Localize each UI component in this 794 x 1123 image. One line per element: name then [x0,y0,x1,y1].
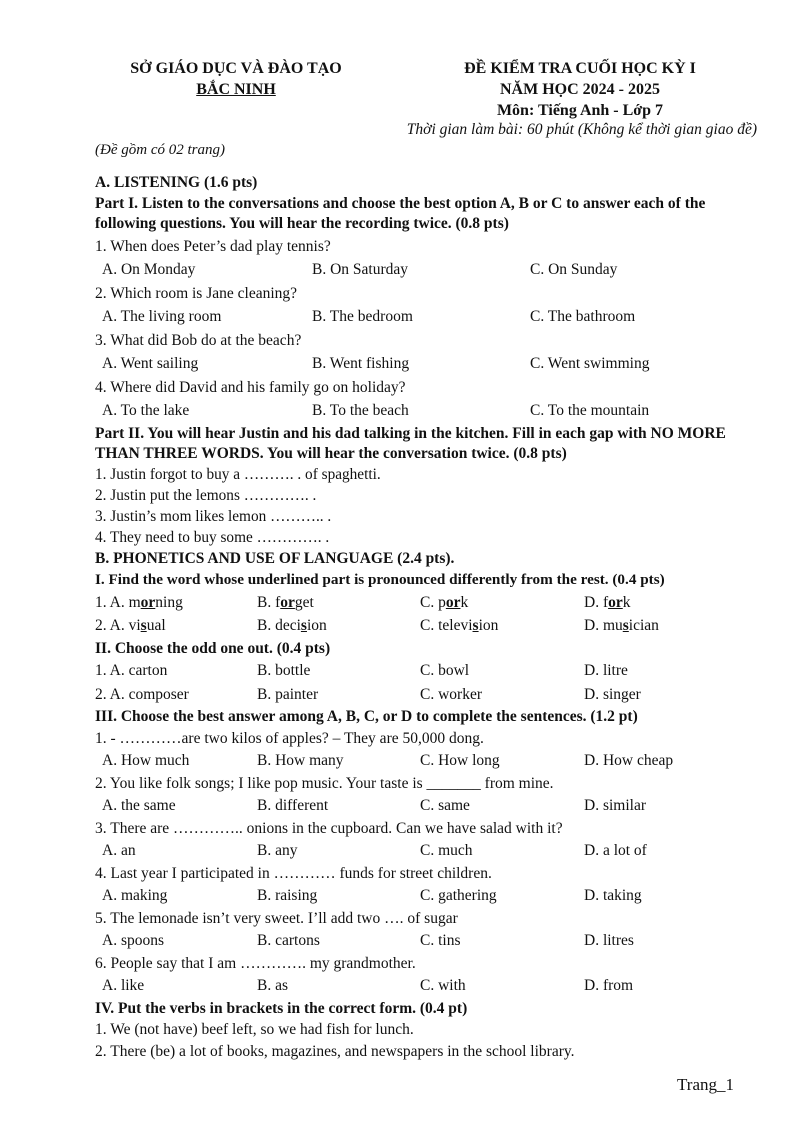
answer-option: C. gathering [420,887,497,904]
best-answer-questions [95,728,745,998]
question-text: 1. When does Peter’s dad play tennis? [95,237,331,255]
underlined-part: or [280,593,295,611]
answer-option: C. with [420,977,466,994]
question-text: 1. - …………are two kilos of apples? – They are 50,000 dong. [95,729,484,747]
part2-items [95,464,745,548]
question-text: 3. There are ………….. onions in the cupboard. Can we have salad with it? [95,819,563,837]
answer-option: B. The bedroom [312,308,413,325]
option-row [95,258,745,282]
word-part: ion [478,617,499,634]
answer-option: A. spoons [102,932,165,949]
phonetics-option [257,614,327,638]
verb-form-instruction: IV. Put the verbs in brackets in the correct form. (0.4 pt) [95,999,468,1017]
exam-content [95,172,745,1062]
answer-option: C. worker [420,685,482,703]
answer-option: A. an [102,842,136,859]
phonetics-option [584,614,659,638]
subject-line: Môn: Tiếng Anh - Lớp 7 [496,102,664,119]
option-row [95,884,745,908]
header-left [96,58,376,100]
exam-title: ĐỀ KIỂM TRA CUỐI HỌC KỲ I [464,60,696,77]
underlined-part: s [472,617,479,634]
answer-option: B. Went fishing [312,355,410,372]
word-part: D. mu [584,617,623,634]
underlined-part: or [445,593,461,611]
answer-option: A. How much [102,752,190,769]
answer-option: A. To the lake [102,402,190,419]
answer-option: A. The living room [102,308,222,325]
verb-form-item: 1. We (not have) beef left, so we had fish for lunch. [95,1021,414,1038]
underlined-part: s [300,617,307,634]
underlined-part: s [622,617,629,634]
answer-option: A. making [102,887,168,904]
part2-instruction: Part II. You will hear Justin and his dad talking in the kitchen. Fill in each gap with NO MORE THAN THREE WORDS. You will hear the conversation twice. (0.8 pts) [95,424,726,462]
odd-one-out-row [95,659,745,683]
time-allowed: Thời gian làm bài: 60 phút (Không kể thời gian giao đề) [406,121,757,138]
answer-option: D. litre [584,662,628,679]
header-right [420,58,740,121]
answer-option: B. painter [257,685,319,703]
word-part: C. televi [420,617,473,634]
best-answer-instruction: III. Choose the best answer among A, B, C, or D to complete the sentences. (1.2 pt) [95,708,638,725]
gap-fill-item: 2. Justin put the lemons …………. . [95,486,317,504]
odd-one-out-rows [95,659,745,706]
answer-option: C. bowl [420,662,470,679]
answer-option: D. litres [584,932,634,949]
gap-fill-item: 4. They need to buy some …………. . [95,528,330,546]
option-row [95,305,745,329]
option-row [95,399,745,423]
word-part: k [622,593,631,611]
answer-option: B. cartons [257,932,320,949]
part1-questions [95,235,745,423]
underlined-part: s [140,617,147,634]
phonetics-row [95,591,745,615]
question-text: 2. Which room is Jane cleaning? [95,284,298,302]
answer-option: D. How cheap [584,752,674,769]
answer-option: C. On Sunday [530,261,618,278]
phonetics-row [95,614,745,638]
answer-option: A. like [102,977,145,994]
answer-option: B. raising [257,887,318,904]
phonetics-option [95,591,183,615]
word-part: 2. A. vi [95,617,141,634]
school-year: NĂM HỌC 2024 - 2025 [500,81,660,98]
verb-form-items [95,1019,745,1062]
phonetics-rows [95,591,745,638]
word-part: D. f [584,593,609,611]
verb-form-item: 2. There (be) a lot of books, magazines, and newspapers in the school library. [95,1042,575,1060]
option-row [95,974,745,998]
answer-option: B. On Saturday [312,261,409,278]
odd-one-out-instruction: II. Choose the odd one out. (0.4 pts) [95,639,331,657]
answer-option: C. Went swimming [530,355,650,372]
phonetics-instruction: I. Find the word whose underlined part is pronounced differently from the rest. (0.4 pts) [95,571,665,588]
word-part: k [460,593,469,611]
section-b-title: B. PHONETICS AND USE OF LANGUAGE (2.4 pts). [95,549,455,567]
answer-option: C. tins [420,932,461,949]
answer-option: A. On Monday [102,261,196,278]
phonetics-option [420,614,498,638]
underlined-part: or [608,593,623,611]
department-name: SỞ GIÁO DỤC VÀ ĐÀO TẠO [130,60,342,77]
answer-option: C. How long [420,752,500,769]
answer-option: C. To the mountain [530,402,650,419]
answer-option: C. The bathroom [530,308,636,325]
question-text: 4. Last year I participated in ………… funds for street children. [95,864,492,882]
answer-option: C. much [420,842,473,859]
odd-one-out-row [95,683,745,707]
option-row [95,929,745,953]
question-text: 3. What did Bob do at the beach? [95,331,302,349]
question-text: 6. People say that I am …………. my grandmother. [95,954,416,972]
word-part: 1. A. m [95,593,141,611]
gap-fill-item: 1. Justin forgot to buy a ………. . of spaghetti. [95,465,381,483]
answer-option: C. same [420,797,470,814]
answer-option: B. bottle [257,662,311,679]
word-part: ician [628,617,659,634]
option-row [95,839,745,863]
answer-option: D. singer [584,685,641,703]
option-row [95,352,745,376]
answer-option: D. taking [584,887,642,904]
answer-option: 2. A. composer [95,685,189,703]
word-part: ual [146,617,166,634]
pages-note: (Đề gồm có 02 trang) [95,142,225,158]
question-text: 5. The lemonade isn’t very sweet. I’ll add two …. of sugar [95,909,458,927]
answer-option: B. How many [257,752,344,769]
word-part: C. p [420,593,446,611]
answer-option: A. Went sailing [102,355,199,372]
answer-option: D. from [584,977,634,994]
word-part: B. f [257,593,281,611]
part1-instruction: Part I. Listen to the conversations and choose the best option A, B or C to answer each of the following questions. You will hear the recording twice. (0.8 pts) [95,194,706,232]
answer-option: D. similar [584,797,646,814]
answer-option: D. a lot of [584,842,647,859]
option-row [95,749,745,773]
answer-option: B. different [257,797,329,814]
word-part: B. deci [257,617,301,634]
option-row [95,794,745,818]
word-part: get [294,593,314,611]
gap-fill-item: 3. Justin’s mom likes lemon ……….. . [95,507,332,525]
question-text: 2. You like folk songs; I like pop music. Your taste is _______ from mine. [95,774,554,792]
phonetics-option [257,591,314,615]
phonetics-option [584,591,631,615]
phonetics-option [420,591,468,615]
underlined-part: or [140,593,156,611]
province-name: BẮC NINH [196,81,276,98]
question-text: 4. Where did David and his family go on holiday? [95,378,406,396]
answer-option: B. To the beach [312,402,409,419]
word-part: ion [306,617,327,634]
answer-option: 1. A. carton [95,662,168,679]
answer-option: B. any [257,842,298,859]
word-part: ning [155,593,183,611]
phonetics-option [95,614,166,638]
page-number: Trang_1 [677,1075,734,1094]
section-a-title: A. LISTENING (1.6 pts) [95,174,258,191]
answer-option: B. as [257,977,288,994]
answer-option: A. the same [102,797,176,814]
